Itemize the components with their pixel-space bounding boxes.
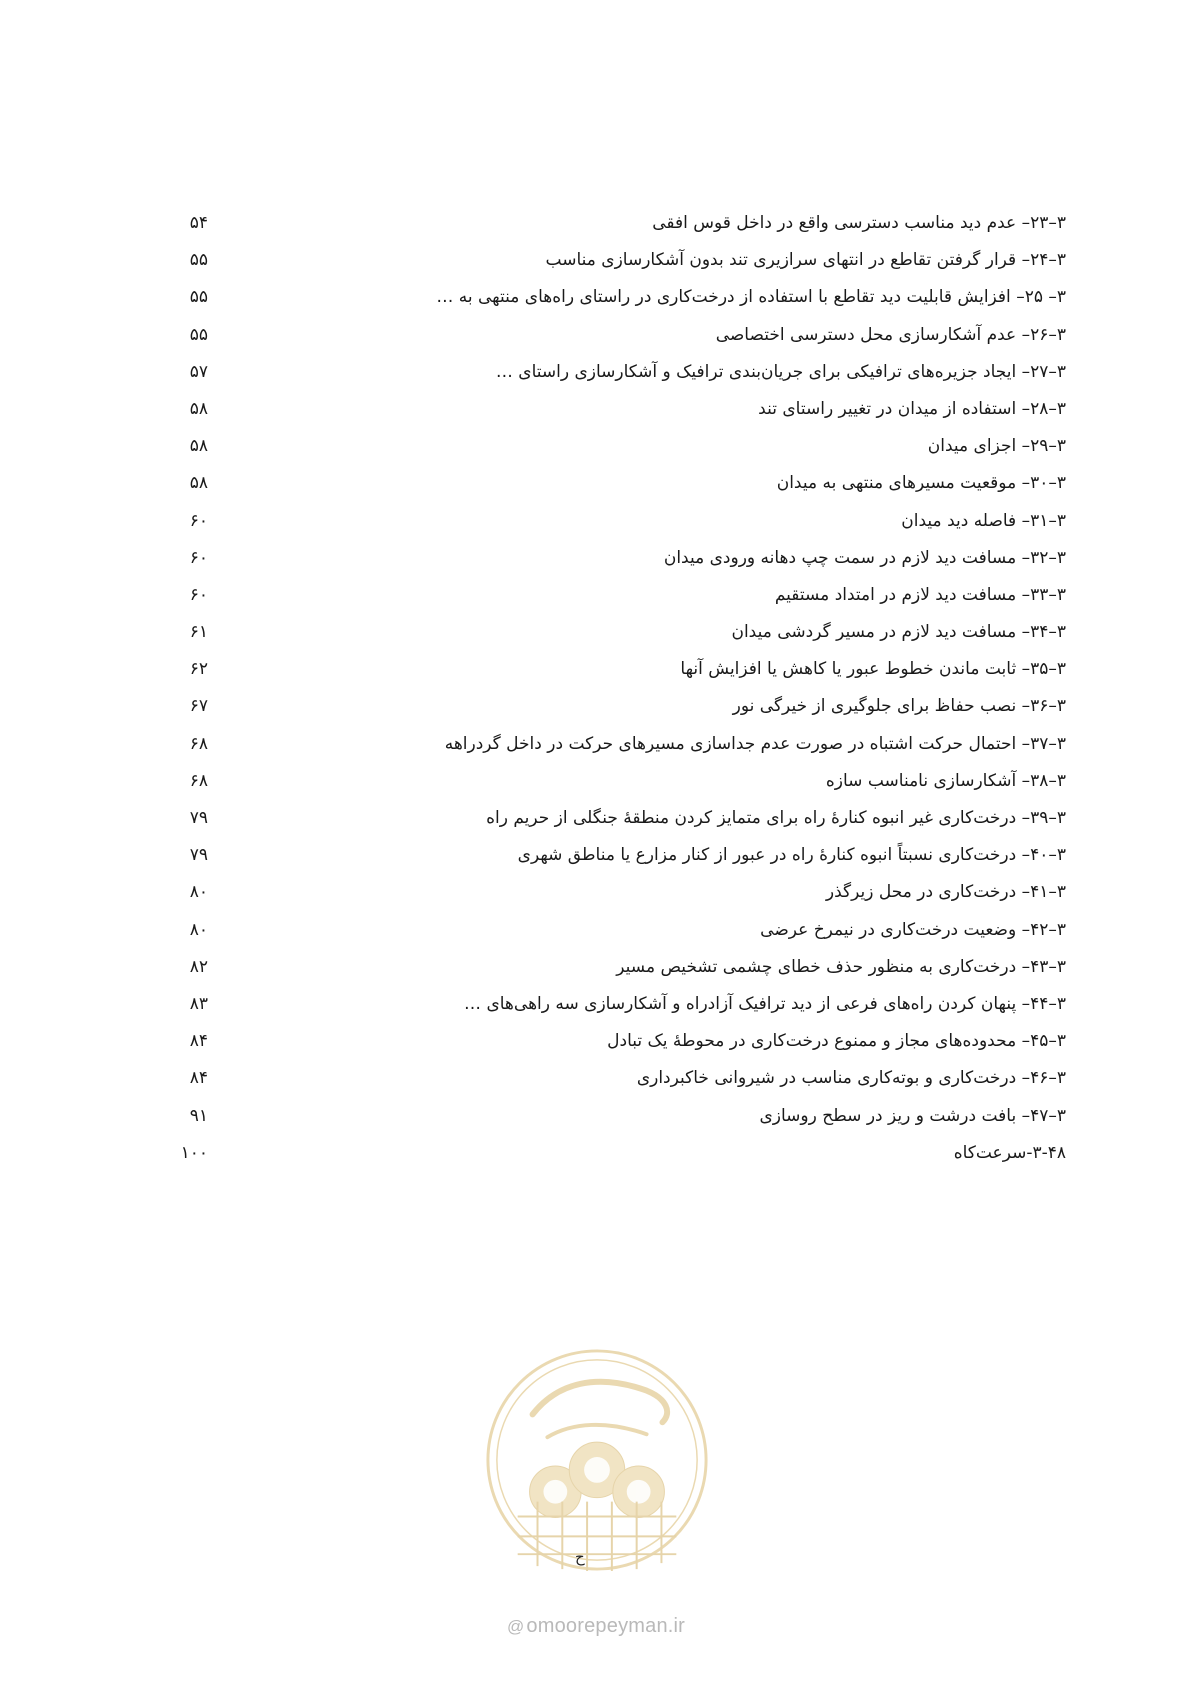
toc-entry-page: ۶۲	[189, 659, 208, 680]
toc-entry-page: ۵۸	[189, 436, 208, 457]
toc-entry-title: ۳-۴۸-سرعت‌کاه	[953, 1142, 1066, 1163]
toc-row	[178, 732, 1066, 769]
toc-entry-page: ۸۲	[189, 956, 208, 977]
toc-entry-page: ۸۴	[189, 1068, 208, 1089]
toc-row	[178, 1029, 1066, 1066]
toc-entry-title: ۳–۳۵– ثابت ماندن خطوط عبور یا کاهش یا افزایش آنها	[680, 659, 1066, 680]
toc-row	[178, 285, 1066, 322]
toc-row	[178, 471, 1066, 508]
toc-row	[178, 694, 1066, 731]
toc-entry-page: ۶۰	[189, 547, 208, 568]
toc-entry-title: ۳–۳۴– مسافت دید لازم در مسیر گردشی میدان	[731, 622, 1066, 643]
toc-entry-page: ۶۸	[189, 770, 208, 791]
toc-row	[178, 1141, 1066, 1178]
omoorepeyman-logo-icon	[478, 1343, 716, 1577]
table-of-contents	[178, 211, 1066, 1178]
toc-entry-page: ۵۵	[189, 324, 208, 345]
toc-row	[178, 769, 1066, 806]
toc-entry-page: ۶۱	[189, 622, 208, 643]
toc-entry-title: ۳–۳۳– مسافت دید لازم در امتداد مستقیم	[774, 584, 1066, 605]
toc-entry-page: ۸۰	[189, 882, 208, 903]
toc-entry-title: ۳–۲۶– عدم آشکارسازی محل دسترسی اختصاصی	[715, 324, 1066, 345]
toc-entry-title: ۳–۳۱– فاصله دید میدان	[901, 510, 1066, 531]
at-symbol-icon: @	[506, 1617, 525, 1636]
toc-entry-title: ۳–۲۷– ایجاد جزیره‌های ترافیکی برای جریان‌بندی ترافیک و آشکارسازی راستای …	[495, 361, 1066, 382]
toc-entry-page: ۷۹	[189, 845, 208, 866]
toc-entry-title: ۳–۴۴– پنهان کردن راه‌های فرعی از دید ترافیک آزادراه و آشکارسازی سه راهی‌های …	[464, 993, 1066, 1014]
toc-entry-title: ۳–۲۸– استفاده از میدان در تغییر راستای تند	[758, 398, 1066, 419]
toc-entry-page: ۶۷	[189, 696, 208, 717]
toc-row	[178, 918, 1066, 955]
toc-entry-page: ۵۸	[189, 473, 208, 494]
toc-entry-title: ۳–۲۹– اجزای میدان	[927, 436, 1066, 457]
toc-row	[178, 1066, 1066, 1103]
toc-entry-page: ۹۱	[189, 1105, 208, 1126]
toc-entry-title: ۳–۴۷– بافت درشت و ریز در سطح روسازی	[759, 1105, 1066, 1126]
toc-row	[178, 620, 1066, 657]
toc-row	[178, 323, 1066, 360]
toc-row	[178, 880, 1066, 917]
toc-row	[178, 509, 1066, 546]
toc-entry-page: ۸۰	[189, 919, 208, 940]
toc-entry-page: ۵۷	[189, 361, 208, 382]
toc-entry-title: ۳–۳۹– درخت‌کاری غیر انبوه کنارهٔ راه برای متمایز کردن منطقهٔ جنگلی از حریم راه	[486, 808, 1066, 828]
toc-entry-title: ۳–۴۲– وضعیت درخت‌کاری در نیمرخ عرضی	[760, 919, 1066, 940]
toc-entry-title: ۳– ۲۵– افزایش قابلیت دید تقاطع با استفاده از درخت‌کاری در راستای راه‌های منتهی به …	[436, 287, 1066, 308]
toc-entry-title: ۳–۴۶– درخت‌کاری و بوته‌کاری مناسب در شیروانی خاکبرداری	[636, 1068, 1066, 1089]
toc-entry-title: ۳–۴۰– درخت‌کاری نسبتاً انبوه کنارهٔ راه در عبور از کنار مزارع یا مناطق شهری	[517, 845, 1066, 866]
toc-entry-page: ۵۸	[189, 398, 208, 419]
toc-entry-page: ۶۰	[189, 584, 208, 605]
toc-entry-page: ۸۴	[189, 1031, 208, 1052]
toc-entry-page: ۵۵	[189, 250, 208, 271]
toc-entry-page: ۸۳	[189, 993, 208, 1014]
toc-row	[178, 1104, 1066, 1141]
toc-entry-title: ۳–۳۰– موقعیت مسیرهای منتهی به میدان	[776, 473, 1066, 494]
toc-entry-page: ۱۰۰	[180, 1142, 208, 1163]
toc-entry-title: ۳–۳۷– احتمال حرکت اشتباه در صورت عدم جداسازی مسیرهای حرکت در داخل گردراهه	[444, 733, 1066, 754]
page-number: ح	[575, 1548, 585, 1566]
toc-entry-page: ۵۴	[189, 213, 208, 233]
toc-entry-title: ۳–۴۳– درخت‌کاری به منظور حذف خطای چشمی تشخیص مسیر	[616, 956, 1066, 977]
site-watermark	[490, 1615, 702, 1638]
toc-entry-page: ۷۹	[189, 808, 208, 828]
toc-entry-title: ۳–۳۲– مسافت دید لازم در سمت چپ دهانه ورودی میدان	[663, 547, 1066, 568]
toc-row	[178, 211, 1066, 248]
toc-row	[178, 583, 1066, 620]
toc-row	[178, 657, 1066, 694]
toc-row	[178, 806, 1066, 843]
toc-entry-title: ۳–۲۴– قرار گرفتن تقاطع در انتهای سرازیری تند بدون آشکارسازی مناسب	[545, 250, 1066, 271]
site-url: omoorepeyman.ir	[526, 1615, 686, 1637]
toc-entry-title: ۳–۴۱– درخت‌کاری در محل زیرگذر	[825, 882, 1066, 903]
toc-entry-title: ۳–۳۸– آشکارسازی نامناسب سازه	[825, 770, 1066, 791]
toc-entry-title: ۳–۲۳– عدم دید مناسب دسترسی واقع در داخل قوس افقی	[652, 213, 1066, 233]
toc-row	[178, 360, 1066, 397]
toc-row	[178, 992, 1066, 1029]
toc-row	[178, 955, 1066, 992]
toc-row	[178, 843, 1066, 880]
toc-row	[178, 434, 1066, 471]
toc-entry-page: ۵۵	[189, 287, 208, 308]
toc-row	[178, 248, 1066, 285]
toc-entry-title: ۳–۳۶– نصب حفاظ برای جلوگیری از خیرگی نور	[732, 696, 1066, 717]
toc-row	[178, 397, 1066, 434]
toc-entry-page: ۶۰	[189, 510, 208, 531]
toc-entry-title: ۳–۴۵– محدوده‌های مجاز و ممنوع درخت‌کاری در محوطهٔ یک تبادل	[607, 1031, 1066, 1052]
toc-entry-page: ۶۸	[189, 733, 208, 754]
toc-row	[178, 546, 1066, 583]
